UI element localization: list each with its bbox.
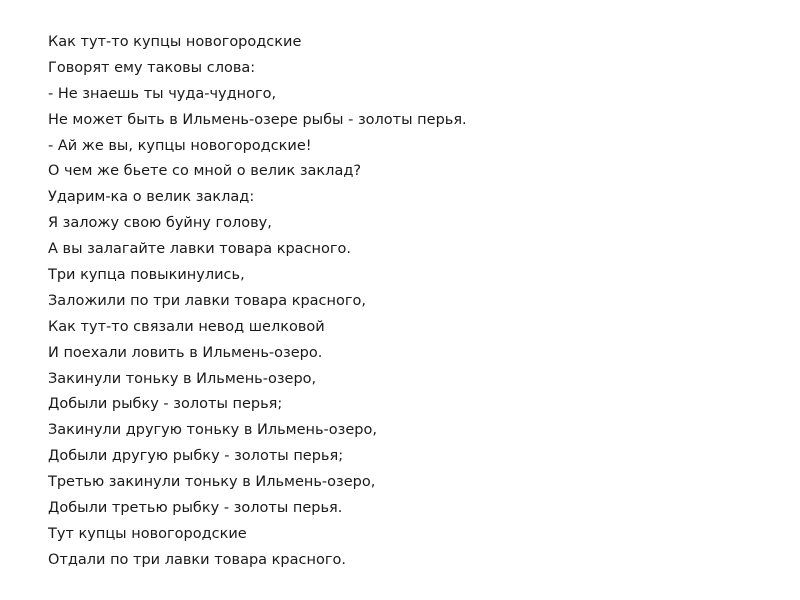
poem-line: Третью закинули тоньку в Ильмень-озеро,: [48, 474, 376, 491]
poem-line: Не может быть в Ильмень-озере рыбы - золоты перья.: [48, 111, 467, 128]
poem-line: Заложили по три лавки товара красного,: [48, 292, 366, 309]
poem-line: Добыли другую рыбку - золоты перья;: [48, 448, 344, 465]
poem-line: О чем же бьете со мной о велик заклад?: [48, 163, 362, 180]
poem-line: - Не знаешь ты чуда-чудного,: [48, 85, 277, 102]
poem-line: А вы залагайте лавки товара красного.: [48, 241, 351, 258]
poem-line: Три купца повыкинулись,: [48, 267, 245, 284]
poem-line: Я заложу свою буйну голову,: [48, 215, 272, 232]
poem-line: Закинули тоньку в Ильмень-озеро,: [48, 370, 317, 387]
poem-line: Отдали по три лавки товара красного.: [48, 551, 346, 568]
poem-line: И поехали ловить в Ильмень-озеро.: [48, 344, 323, 361]
poem-line: Ударим-ка о велик заклад:: [48, 189, 255, 206]
poem-line: Говорят ему таковы слова:: [48, 59, 256, 76]
poem-line: Как тут-то купцы новогородские: [48, 34, 302, 50]
poem-line: Добыли рыбку - золоты перья;: [48, 396, 283, 413]
poem-line: - Ай же вы, купцы новогородские!: [48, 137, 312, 154]
poem-line: Тут купцы новогородские: [48, 525, 247, 542]
poem-line: Добыли третью рыбку - золоты перья.: [48, 500, 343, 517]
poem-line: Как тут-то связали невод шелковой: [48, 318, 325, 335]
poem-text: [48, 30, 467, 574]
poem-line: Закинули другую тоньку в Ильмень-озеро,: [48, 422, 377, 439]
